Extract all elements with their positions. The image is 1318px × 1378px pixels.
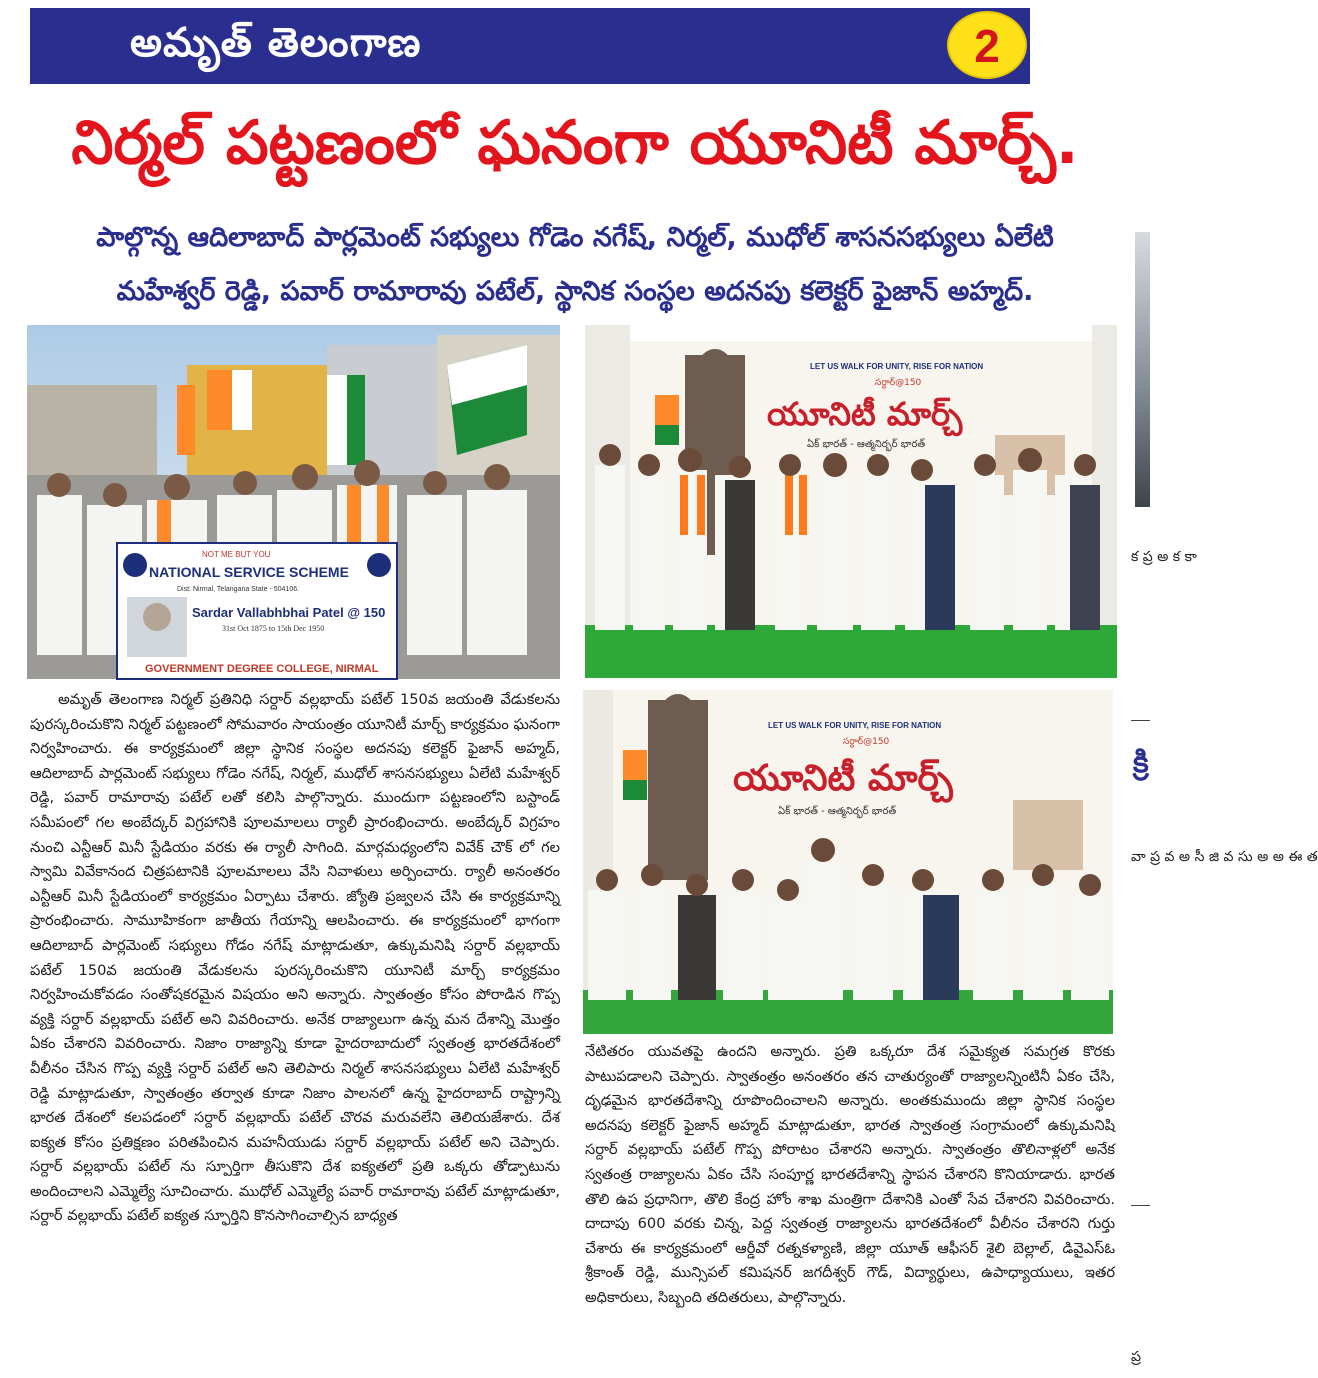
stage-photo-1-illustration [585, 325, 1117, 678]
stage-tagline: LET US WALK FOR UNITY, RISE FOR NATION [810, 362, 984, 371]
banner-dates: 31st Oct 1875 to 15th Dec 1950 [222, 624, 325, 633]
stage2-badge: సర్దార్@150 [843, 737, 890, 747]
stage2-title: యూనిటీ మార్చ్ [733, 758, 953, 799]
adjacent-article-text-2: వా ప్ర వ అ సీ జి వ సు అ అ ఈ త [1131, 849, 1318, 865]
newspaper-title: అమృత్ తెలంగాణ [130, 20, 422, 66]
stage2-subtitle: ఏక్ భారత్ - ఆత్మనిర్భర్ భారత్ [778, 806, 897, 817]
adjacent-article-text-3: ప్ర [1131, 1349, 1141, 1365]
adjacent-article-photo [1135, 232, 1150, 507]
stage-photo-2 [583, 690, 1113, 1034]
stage-photo-2-illustration [583, 690, 1113, 1034]
stage-subtitle: ఏక్ భారత్ - ఆత్మనిర్భర్ భారత్ [807, 439, 926, 450]
banner-tagline: NOT ME BUT YOU [202, 550, 271, 559]
stage-title: యూనిటీ మార్చ్ [767, 395, 963, 433]
subheadline-line-1: పాల్గొన్న ఆదిలాబాద్ పార్లమెంట్ సభ్యులు గోడెం నగేష్, నిర్మల్, ముధోల్ శాసనసభ్యులు ఏలేటి [96, 222, 1054, 253]
banner-college: GOVERNMENT DEGREE COLLEGE, NIRMAL [145, 663, 379, 675]
page-number: 2 [974, 20, 1000, 72]
headline: నిర్మల్ పట్టణంలో ఘనంగా యూనిటీ మార్చ్. [71, 108, 1079, 178]
adjacent-divider-2 [1131, 1205, 1150, 1206]
article-column-left [30, 688, 560, 1229]
article-column-right [585, 1040, 1115, 1311]
adjacent-divider-1 [1131, 720, 1150, 721]
page-number-badge [947, 11, 1027, 79]
article-paragraph: నేటితరం యువతపై ఉందని అన్నారు. ప్రతి ఒక్కరూ దేశ సమైక్యత సమగ్రత కొరకు పాటుపడాలని చెప్పారు. స్వాతంత్రం అనంతరం తన చాతుర్యంతో రాజ్యాలన్నింటినీ ఏకం చేసి, దృఢమైన భారతదేశాన్ని రూపొందించాలని అన్నారు. అంతకుముందు జిల్లా స్థానిక సంస్థల అదనపు కలెక్టర్ ఫైజాన్ అహ్మద్ మాట్లాడుతూ, భారత స్వాతంత్ర సంగ్రామంలో ఉక్కుమనిషి సర్దార్ వల్లభాయ్ పటేల్ గొప్ప పోరాటం చేశారని అన్నారు. స్వాతంత్రం తొలినాళ్లలో అనేక స్వతంత్ర రాజ్యాలను ఏకం చేసి సంపూర్ణ భారతదేశాన్ని స్థాపన చేశారని కొనియాడారు. భారత తొలి ఉప ప్రధానిగా, తొలి కేంద్ర హోం శాఖ మంత్రిగా దేశానికి ఎంతో సేవ చేశారని వివరించారు. దాదాపు 600 వరకు చిన్న, పెద్ద స్వతంత్ర రాజ్యాలను భారతదేశంలో వీలీనం చేశారని గుర్తు చేశారు ఈ కార్యక్రమంలో ఆర్డీవో రత్నకళ్యాణి, జిల్లా యూత్ ఆఫీసర్ శైలి బెల్లాల్, డివైఎస్ఓ శ్రీకాంత్ రెడ్డి, మున్సిపల్ కమిషనర్ జగదీశ్వర్ గౌడ్, విద్యార్థులు, ఉపాధ్యాయులు, ఇతర అధికారులు, సిబ్బంది తదితరులు, పాల్గొన్నారు. [585, 1043, 1115, 1306]
adjacent-article-text-1: క ప్ర అ క కా [1131, 549, 1197, 565]
stage-photo-1 [585, 325, 1117, 678]
banner-title: NATIONAL SERVICE SCHEME [149, 564, 349, 580]
banner-address: Dist: Nirmal, Telangana State - 504106. [177, 586, 300, 593]
stage-badge: సర్దార్@150 [875, 378, 922, 388]
adjacent-article-heading: క్రి [1133, 745, 1149, 780]
rally-photo [27, 325, 560, 679]
article-paragraph: అమృత్ తెలంగాణ నిర్మల్ ప్రతినిధి సర్దార్ వల్లభాయ్ పటేల్ 150వ జయంతి వేడుకలను పురస్కరించుకొని నిర్మల్ పట్టణంలో సోమవారం సాయంత్రం యూనిటీ మార్చ్ కార్యక్రమం ఘనంగా నిర్వహించారు. ఈ కార్యక్రమంలో జిల్లా స్థానిక సంస్థల అదనపు కలెక్టర్ ఫైజాన్ అహ్మద్, ఆదిలాబాద్ పార్లమెంట్ సభ్యులు గోడెం నగేష్, నిర్మల్, ముధోల్ శాసనసభ్యులు ఏలేటి మహేశ్వర్ రెడ్డి, పవార్ రామారావు పటేల్ లతో కలిసి పాల్గొన్నారు. ముందుగా పట్టణంలోని బస్టాండ్ సమీపంలో గల అంబేద్కర్ విగ్రహానికి పూలమాలలు ర్యాలీ ప్రారంభించారు. అంబేద్కర్ విగ్రహం నుంచి ఎన్టీఆర్ మినీ స్టేడియం వరకు ఈ ర్యాలీ సాగింది. మార్గమధ్యంలోని వివేక్ చౌక్ లో గల స్వామి వివేకానంద చిత్రపటానికి పూలమాలలు వేసి నివాళులు అర్పించారు. ర్యాలీ అనంతరం ఎన్టీఆర్ మినీ స్టేడియంలో కార్యక్రమం ఏర్పాటు చేశారు. జ్యోతి ప్రజ్వలన చేసి ఈ కార్యక్రమాన్ని ప్రారంభించారు. సామూహికంగా జాతీయ గేయాన్ని ఆలపించారు. ఈ కార్యక్రమంలో భాగంగా ఆదిలాబాద్ పార్లమెంట్ సభ్యులు గోడం నగేష్ మాట్లాడుతూ, ఉక్కుమనిషి సర్దార్ వల్లభాయ్ పటేల్ 150వ జయంతి వేడుకలను పురస్కరించుకొని యూనిటీ మార్చ్ కార్యక్రమం నిర్వహించుకోవడం సంతోషకరమైన విషయం అని అన్నారు. స్వాతంత్రం కోసం పోరాడిన గొప్ప వ్యక్తి సర్దార్ వల్లభాయ్ పటేల్ అని వివరించారు. అనేక రాజ్యాలుగా ఉన్న మన దేశాన్ని మొత్తం ఏకం చేశారని వివరించారు. నిజాం రాజ్యాన్ని కూడా హైదరాబాదులో స్వతంత్ర భారతదేశంలో వీలీనం చేసిన గొప్ప వ్యక్తి సర్దార్ పటేల్ అని తెలిపారు నిర్మల్ శాసనసభ్యులు ఏలేటి మహేశ్వర్ రెడ్డి మాట్లాడుతూ, స్వాతంత్రం తర్వాత కూడా నిజాం పాలనలో ఉన్న హైదరాబాద్ రాష్ట్రాన్ని భారత దేశంలో కలపడంలో సర్దార్ వల్లభాయ్ పటేల్ చొరవ మరువలేని తెలియజేశారు. దేశ ఐక్యత కోసం ప్రతిక్షణం పరితపించిన మహనీయుడు సర్దార్ వల్లభాయ్ పటేల్ అని చెప్పారు. సర్దార్ వల్లభాయ్ పటేల్ ను స్పూర్తిగా తీసుకొని దేశ ఐక్యతలో ప్రతి ఒక్కరు తోడ్పాటును అందించాలని ఎమ్మెల్యే సూచించారు. ముధోల్ ఎమ్మెల్యే పవార్ రామారావు పటేల్ మాట్లాడుతూ, సర్దార్ వల్లభాయ్ పటేల్ ఐక్యత స్ఫూర్తిని కొనసాగించాల్సిన బాధ్యత [30, 691, 560, 1225]
stage2-tagline: LET US WALK FOR UNITY, RISE FOR NATION [768, 721, 942, 730]
masthead-bar [30, 8, 1030, 84]
subheadline-line-2: మహేశ్వర్ రెడ్డి, పవార్ రామారావు పటేల్, స్థానిక సంస్థల అదనపు కలెక్టర్ ఫైజాన్ అహ్మద్. [116, 276, 1034, 307]
rally-photo-illustration [27, 325, 560, 679]
banner-patel: Sardar Vallabhbhai Patel @ 150 [192, 605, 386, 620]
